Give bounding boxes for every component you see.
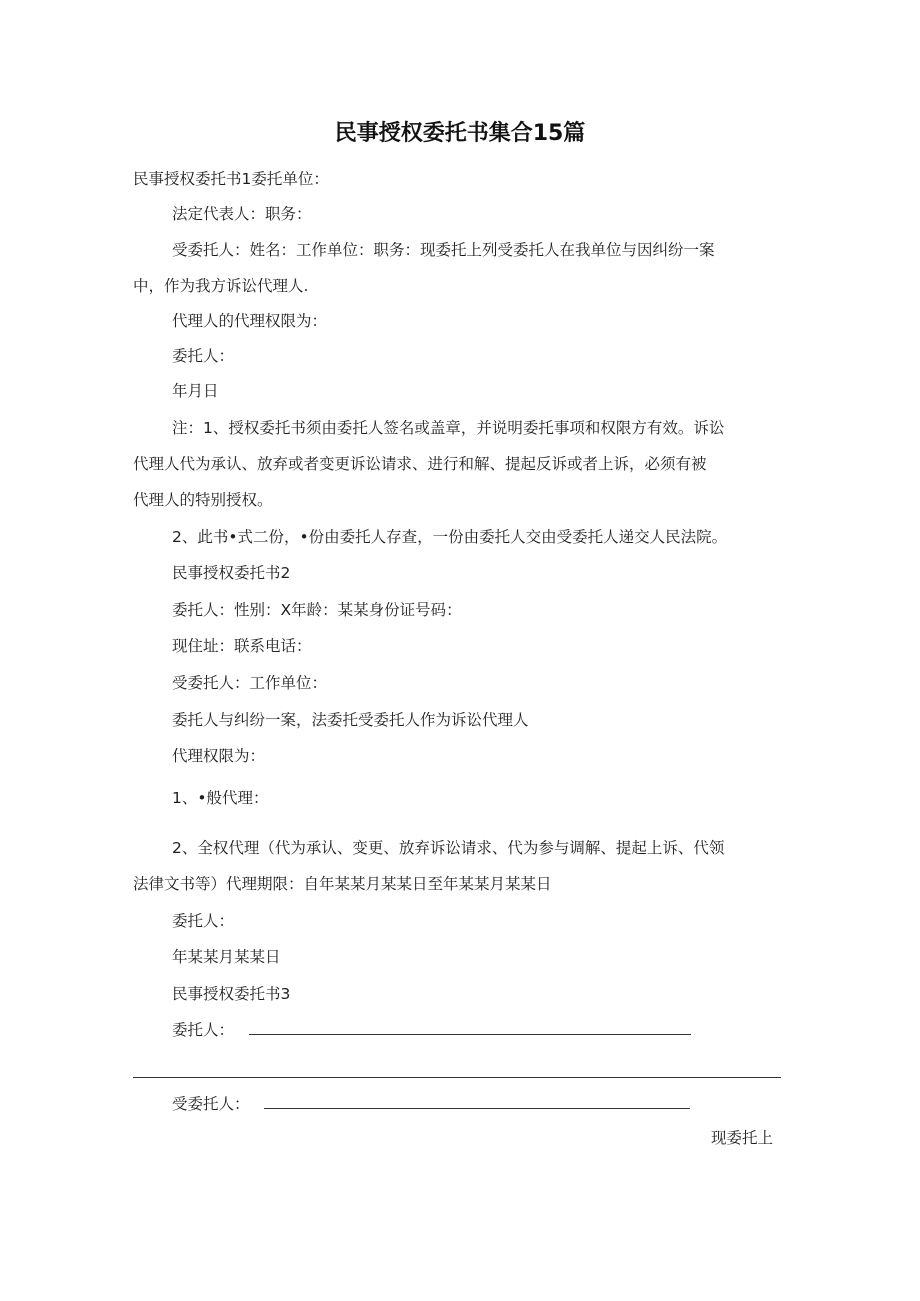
paragraph-line: 代理人的代理权限为： <box>172 312 328 330</box>
paragraph-line: 年某某月某某日 <box>172 948 281 966</box>
section-heading: 民事授权委托书2 <box>172 564 291 582</box>
paragraph-line: 2、此书•式二份，•份由委托人存查，一份由委托人交由受委托人递交人民法院。 <box>172 528 728 546</box>
paragraph-line: 中，作为我方诉讼代理人. <box>133 277 309 295</box>
document-title: 民事授权委托书集合15篇 <box>334 121 586 146</box>
paragraph-line: 法律文书等）代理期限：自年某某月某某日至年某某月某某日 <box>133 875 552 893</box>
paragraph-line: 委托人与纠纷一案，法委托受委托人作为诉讼代理人 <box>172 711 529 729</box>
agent-label: 受委托人： <box>172 1095 250 1113</box>
paragraph-line: 年月日 <box>172 382 219 400</box>
paragraph-line: 委托人：性别：X年龄：某某身份证号码： <box>172 601 462 619</box>
divider-line <box>133 1077 781 1078</box>
paragraph-line: 现住址：联系电话： <box>172 637 312 655</box>
paragraph-line: 代理人代为承认、放弃或者变更诉讼请求、进行和解、提起反诉或者上诉，必须有被 <box>133 455 707 473</box>
paragraph-line: 受委托人：工作单位： <box>172 674 328 692</box>
agent-blank <box>264 1094 690 1109</box>
paragraph-line: 民事授权委托书1委托单位： <box>133 170 329 188</box>
principal-label: 委托人： <box>172 1021 235 1039</box>
paragraph-line: 现委托上 <box>711 1129 774 1147</box>
paragraph-line: 2、全权代理（代为承认、变更、放弃诉讼请求、代为参与调解、提起上诉、代领 <box>172 839 725 857</box>
paragraph-line: 委托人： <box>172 912 235 930</box>
section-heading: 民事授权委托书3 <box>172 985 291 1003</box>
signature-line-principal <box>172 1020 691 1040</box>
paragraph-line: 受委托人：姓名：工作单位：职务：现委托上列受委托人在我单位与因纠纷一案 <box>172 241 715 259</box>
signature-line-agent <box>172 1094 690 1114</box>
paragraph-line: 代理权限为： <box>172 747 266 765</box>
paragraph-line: 法定代表人：职务： <box>172 205 312 223</box>
paragraph-line: 注：1、授权委托书须由委托人签名或盖章，并说明委托事项和权限方有效。诉讼 <box>172 419 725 437</box>
paragraph-line: 1、•般代理： <box>172 789 269 807</box>
paragraph-line: 委托人： <box>172 347 235 365</box>
principal-blank <box>249 1020 691 1035</box>
paragraph-line: 代理人的特别授权。 <box>133 491 273 509</box>
